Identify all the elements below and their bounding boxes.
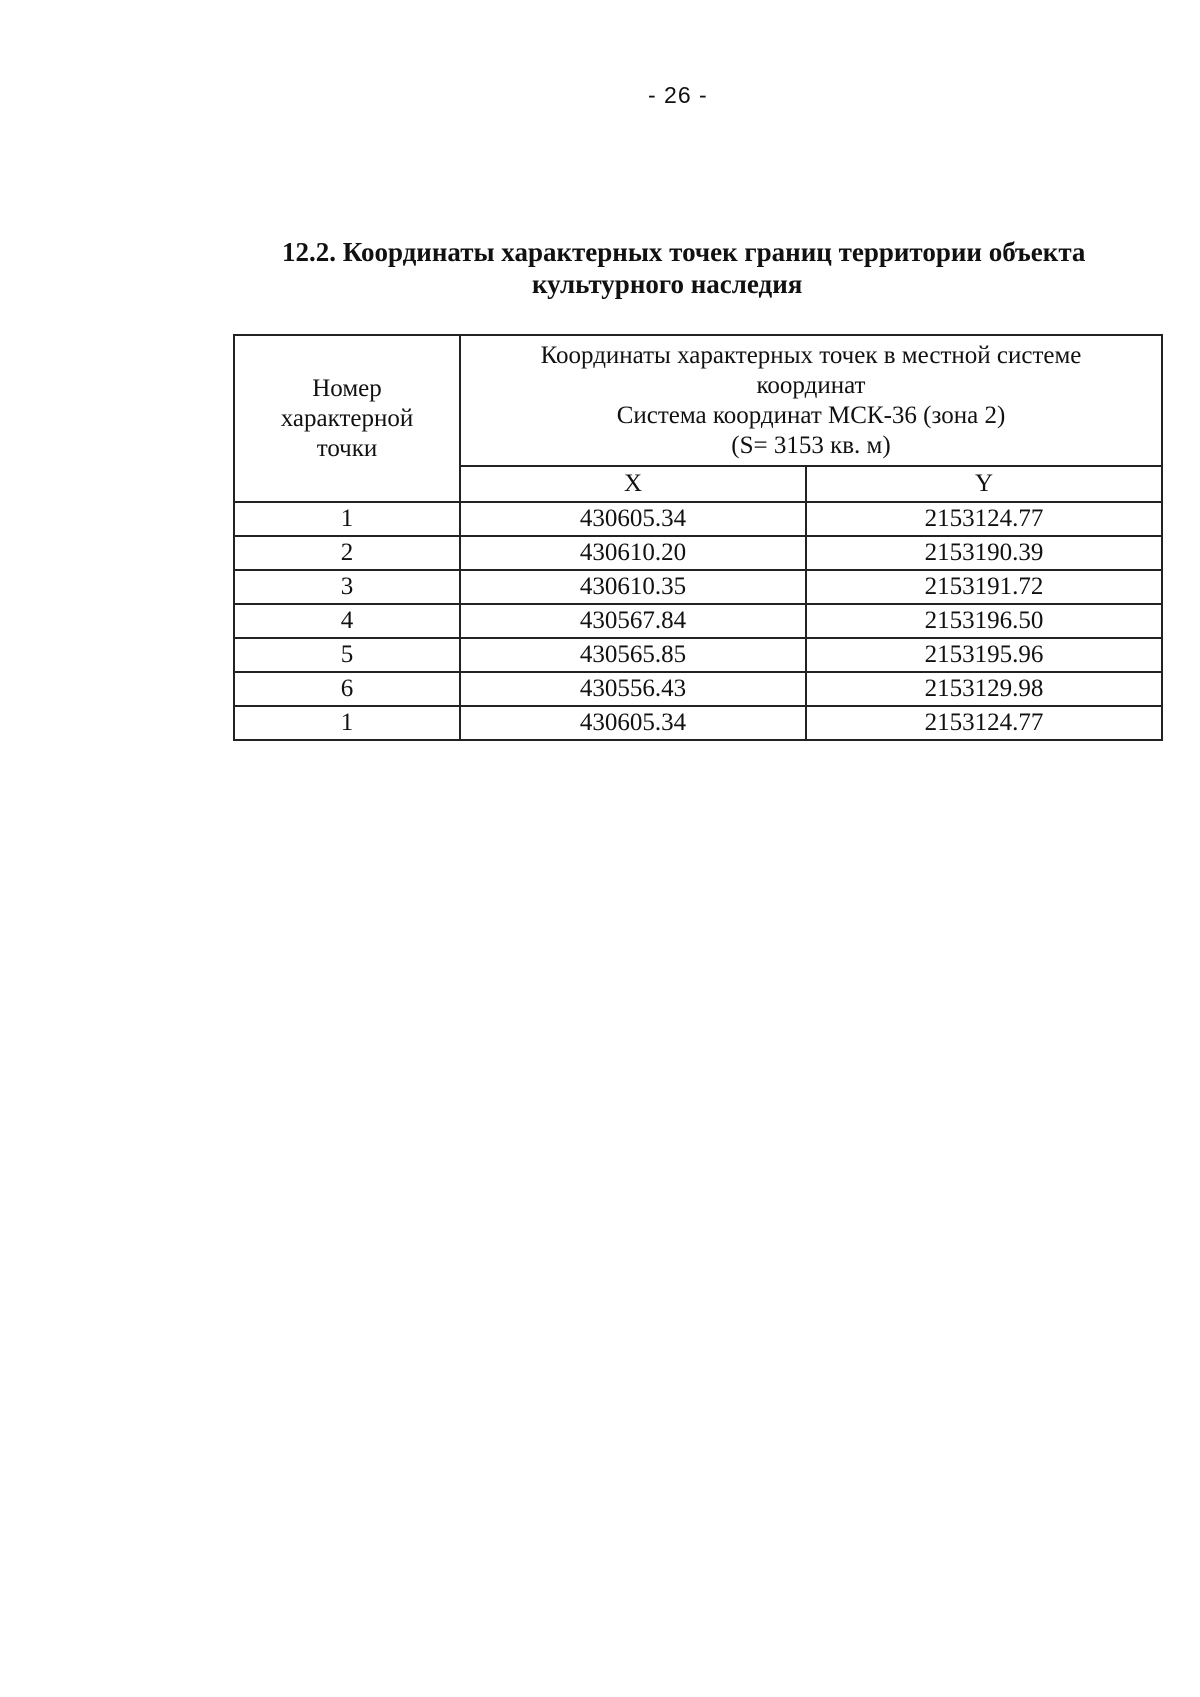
table-row [234,638,1162,672]
table-row [234,706,1162,740]
y-coordinate-cell: 2153196.50 [806,604,1162,638]
x-coordinate-cell: 430567.84 [460,604,806,638]
section-title [270,236,1150,300]
coordinates-table [233,334,1163,741]
y-coordinate-cell: 2153124.77 [806,502,1162,536]
x-coordinate-cell: 430610.20 [460,536,806,570]
point-number-cell: 1 [234,502,460,536]
table-row [234,536,1162,570]
point-number-cell: 2 [234,536,460,570]
y-coordinate-cell: 2153191.72 [806,570,1162,604]
point-header-line: Номер [312,374,382,402]
coords-header-line: Координаты характерных точек в местной системе [540,341,1082,369]
point-number-cell: 5 [234,638,460,672]
x-coordinate-cell: 430605.34 [460,706,806,740]
section-title-line2: культурного наследия [532,269,803,299]
coords-header-line: координат [756,371,866,399]
x-coordinate-cell: 430565.85 [460,638,806,672]
point-number-cell: 6 [234,672,460,706]
coords-header-line: (S= 3153 кв. м) [731,431,891,459]
x-coordinate-cell: 430605.34 [460,502,806,536]
point-number-cell: 3 [234,570,460,604]
y-coordinate-cell: 2153124.77 [806,706,1162,740]
table-row [234,604,1162,638]
y-coordinate-cell: 2153190.39 [806,536,1162,570]
table-row [234,672,1162,706]
coordinates-header [460,335,1162,466]
x-coordinate-cell: 430610.35 [460,570,806,604]
point-number-header [234,335,460,502]
y-coordinate-cell: 2153129.98 [806,672,1162,706]
point-header-line: характерной [280,404,414,432]
section-title-line1: 12.2. Координаты характерных точек границ территории объекта [282,237,1086,267]
x-coordinate-cell: 430556.43 [460,672,806,706]
point-number-cell: 4 [234,604,460,638]
table-row [234,570,1162,604]
page-number: - 26 - [648,82,708,108]
point-number-cell: 1 [234,706,460,740]
y-coordinate-cell: 2153195.96 [806,638,1162,672]
y-axis-header: Y [806,466,1162,502]
point-header-line: точки [316,434,378,462]
table-row [234,502,1162,536]
x-axis-header: X [460,466,806,502]
coords-header-line: Система координат МСК-36 (зона 2) [616,401,1006,429]
